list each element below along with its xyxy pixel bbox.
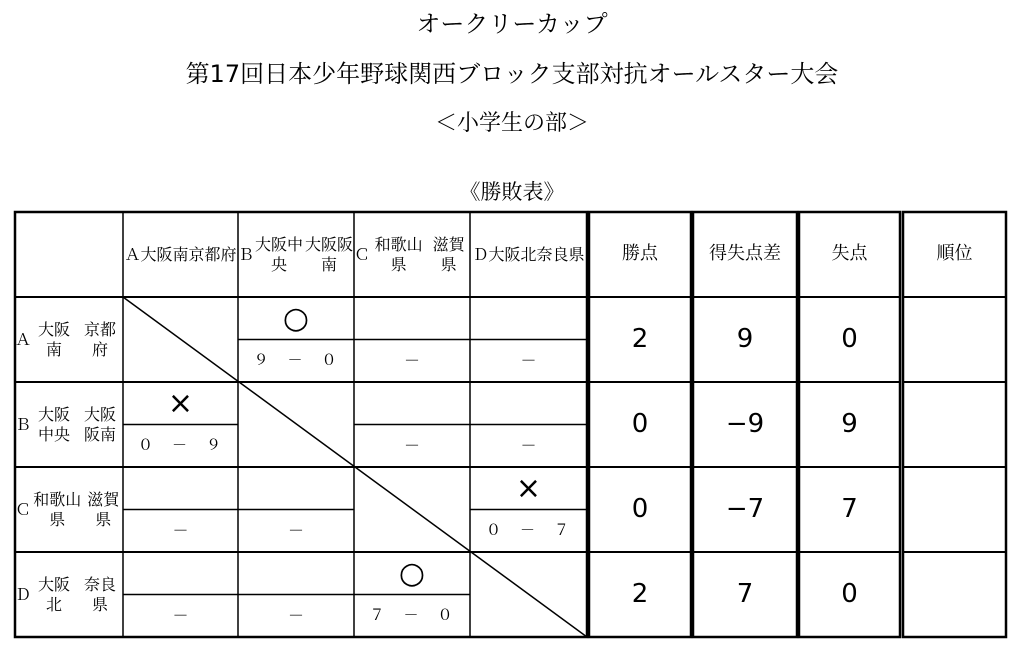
result-score: [123, 510, 238, 553]
team-name-line-2: 大阪阪南: [304, 234, 353, 274]
column-header-stat: [589, 212, 691, 297]
stat-value: [799, 382, 900, 467]
stat-value: [693, 297, 797, 382]
row-header-team: [15, 467, 123, 552]
match-score: －: [403, 435, 420, 455]
result-mark: [470, 467, 587, 510]
result-mark: [238, 467, 354, 510]
stat-number: 0: [631, 409, 649, 440]
team-name-line-2: 滋賀県: [432, 234, 465, 274]
match-score: －: [172, 520, 189, 540]
result-score: [238, 510, 354, 553]
result-score: [238, 340, 354, 383]
result-score: [470, 340, 587, 383]
stat-value: [693, 467, 797, 552]
result-score: [354, 340, 470, 383]
team-name-line-1: 大阪南: [140, 244, 189, 264]
team-letter: Ａ: [15, 329, 32, 349]
column-header-team: [238, 212, 354, 297]
match-score: －: [520, 435, 537, 455]
match-score: ０ － ７: [485, 521, 571, 540]
stat-header-label: 失点: [831, 243, 868, 265]
team-name-line-1: 和歌山県: [33, 489, 82, 529]
team-name-line-2: 滋賀県: [87, 489, 120, 529]
result-score: [354, 425, 470, 468]
match-score: ０ － ９: [137, 436, 223, 455]
team-name-line-2: 奈良県: [536, 244, 585, 264]
stat-value: [903, 552, 1006, 637]
team-name-line-1: 大阪中央: [255, 234, 304, 274]
win-loss-mark: ×: [167, 385, 194, 421]
team-letter: Ｃ: [354, 244, 371, 264]
team-name-line-1: 大阪北: [38, 574, 71, 614]
stat-header-label: 勝点: [622, 243, 658, 265]
column-header-stat: [903, 212, 1006, 297]
match-score: ７ － ０: [369, 606, 455, 625]
stat-header-label: 得失点差: [709, 243, 781, 265]
result-score: [123, 595, 238, 638]
match-score: －: [520, 350, 537, 370]
title-line-2: 第17回日本少年野球関西ブロック支部対抗オールスター大会: [185, 60, 839, 88]
row-header-team: [15, 382, 123, 467]
result-mark: [470, 297, 587, 340]
stat-number: 0: [631, 494, 649, 525]
match-score: －: [287, 520, 304, 540]
match-score: ９ － ０: [253, 351, 339, 370]
result-score: [123, 425, 238, 468]
stat-number: 2: [631, 579, 649, 610]
stat-number: 0: [841, 324, 858, 355]
result-mark: [354, 297, 470, 340]
title-line-1: オークリーカップ: [416, 10, 608, 38]
team-letter: Ｄ: [472, 244, 489, 264]
row-header-team: [15, 297, 123, 382]
column-header-stat: [693, 212, 797, 297]
result-score: [470, 425, 587, 468]
title-line-3: ＜小学生の部＞: [434, 111, 589, 136]
column-header-team: [470, 212, 587, 297]
match-score: －: [403, 350, 420, 370]
team-letter: Ｄ: [15, 584, 32, 604]
stat-number: −7: [725, 494, 765, 525]
stat-value: [903, 297, 1006, 382]
team-name-line-1: 和歌山県: [374, 234, 423, 274]
team-name-line-2: 京都府: [188, 244, 237, 264]
win-loss-mark: ○: [282, 300, 310, 336]
stat-number: 2: [631, 324, 649, 355]
result-mark: [238, 552, 354, 595]
team-letter: Ａ: [124, 244, 141, 264]
stat-number: 7: [736, 579, 754, 610]
stat-value: [903, 467, 1006, 552]
column-header-team: [123, 212, 238, 297]
stat-value: [589, 297, 691, 382]
result-mark: [470, 382, 587, 425]
result-mark: [354, 382, 470, 425]
stat-value: [799, 552, 900, 637]
result-score: [470, 510, 587, 553]
column-header-stat: [799, 212, 900, 297]
team-name-line-1: 大阪中央: [38, 404, 71, 444]
stat-number: 9: [841, 409, 858, 440]
stat-value: [589, 552, 691, 637]
team-name-line-2: 大阪阪南: [83, 404, 116, 444]
result-score: [238, 595, 354, 638]
match-score: －: [287, 605, 304, 625]
team-letter: Ｂ: [15, 414, 32, 434]
stat-header-label: 順位: [936, 243, 973, 265]
stat-value: [693, 382, 797, 467]
result-mark: [238, 297, 354, 340]
stat-value: [799, 467, 900, 552]
stat-value: [589, 382, 691, 467]
win-loss-mark: ×: [515, 470, 542, 506]
team-name-line-1: 大阪南: [38, 319, 71, 359]
stat-value: [903, 382, 1006, 467]
match-score: －: [172, 605, 189, 625]
team-name-line-1: 大阪北: [488, 244, 537, 264]
team-letter: Ｃ: [15, 499, 32, 519]
result-mark: [123, 382, 238, 425]
column-header-team: [354, 212, 470, 297]
stat-number: 9: [736, 324, 754, 355]
stat-value: [799, 297, 900, 382]
table-title: 《勝敗表》: [459, 180, 565, 204]
result-score: [354, 595, 470, 638]
stat-value: [589, 467, 691, 552]
team-letter: Ｂ: [238, 244, 255, 264]
win-loss-mark: ○: [398, 555, 426, 591]
result-mark: [123, 552, 238, 595]
stat-number: 0: [841, 579, 858, 610]
stat-value: [693, 552, 797, 637]
stat-number: 7: [841, 494, 858, 525]
team-name-line-2: 奈良県: [83, 574, 116, 614]
stat-number: −9: [725, 409, 765, 440]
result-mark: [123, 467, 238, 510]
result-mark: [354, 552, 470, 595]
team-name-line-2: 京都府: [83, 319, 116, 359]
row-header-team: [15, 552, 123, 637]
